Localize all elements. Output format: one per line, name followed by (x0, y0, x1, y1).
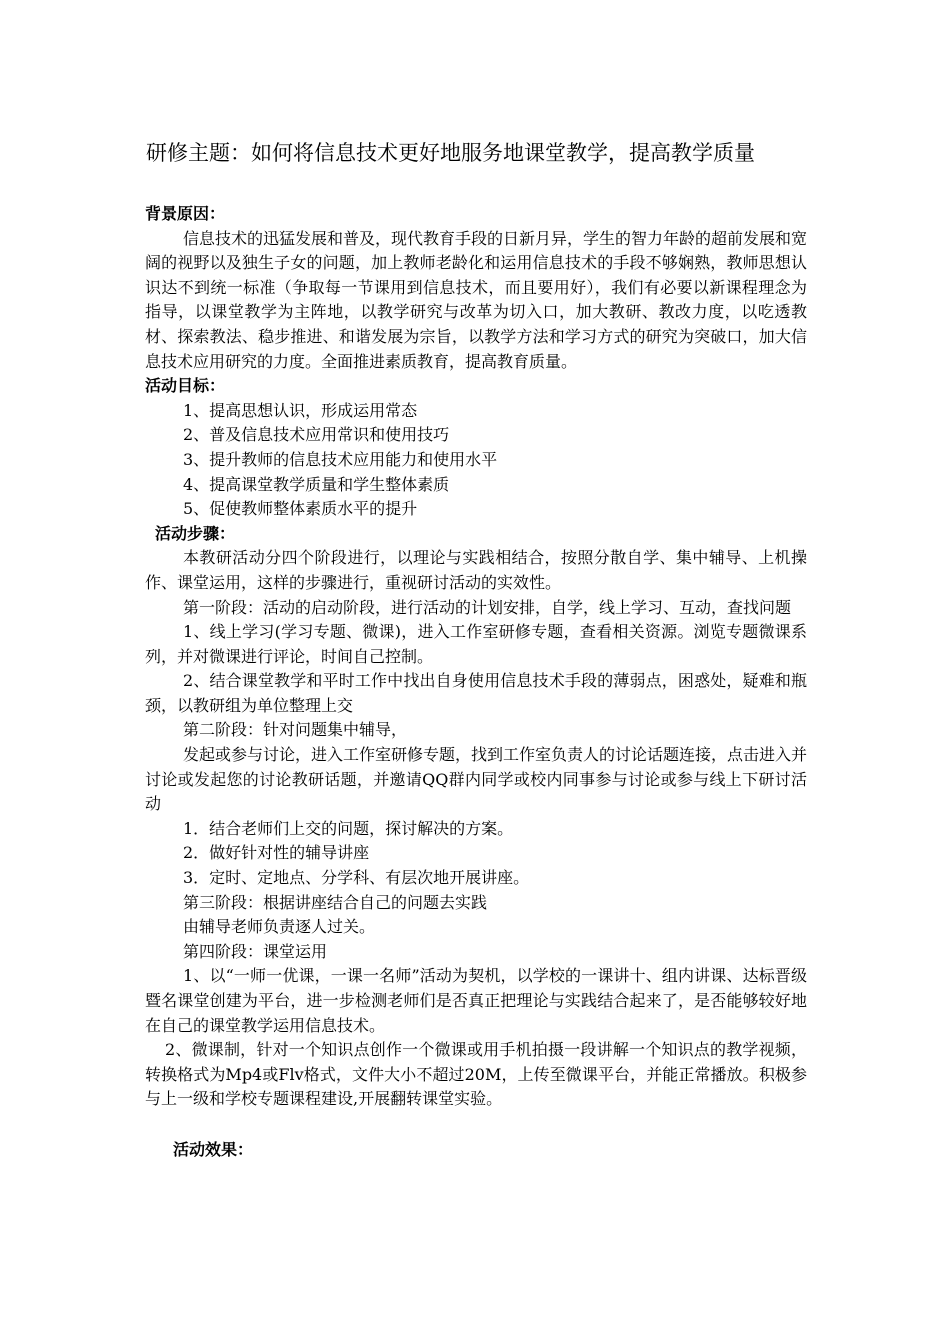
steps-intro: 本教研活动分四个阶段进行，以理论与实践相结合，按照分散自学、集中辅导、上机操作、课堂运用，这样的步骤进行，重视研讨活动的实效性。 (145, 548, 807, 592)
goal-item: 4、提高课堂教学质量和学生整体素质 (183, 474, 450, 494)
stage4-item: 1、以“一师一优课，一课一名师”活动为契机，以学校的一课讲十、组内讲课、达标晋级暨名课堂创建为平台，进一步检测老师们是否真正把理论与实践结合起来了，是否能够较好地在自己的课堂教学运用信息技术。 (145, 966, 807, 1035)
stage2-paragraph: 发起或参与讨论，进入工作室研修专题，找到工作室负责人的讨论话题连接，点击进入并讨论或发起您的讨论教研话题，并邀请QQ群内同学或校内同事参与讨论或参与线上下研讨活动 (145, 745, 808, 814)
stage3-heading: 第三阶段：根据讲座结合自己的问题去实践 (183, 892, 488, 912)
stage1-heading: 第一阶段：活动的启动阶段，进行活动的计划安排，自学，线上学习、互动，查找问题 (183, 597, 792, 617)
goal-item: 2、普及信息技术应用常识和使用技巧 (183, 425, 450, 445)
stage1-item: 2、结合课堂教学和平时工作中找出自身使用信息技术手段的薄弱点，困惑处，疑难和瓶颈，以教研组为单位整理上交 (145, 671, 807, 715)
stage1-item: 1、线上学习(学习专题、微课)，进入工作室研修专题，查看相关资源。浏览专题微课系列，并对微课进行评论，时间自己控制。 (145, 622, 807, 666)
stage2-item: 3．定时、定地点、分学科、有层次地开展讲座。 (183, 868, 530, 888)
goal-item: 1、提高思想认识，形成运用常态 (183, 400, 418, 420)
stage4-heading: 第四阶段：课堂运用 (183, 941, 328, 961)
background-paragraph: 信息技术的迅猛发展和普及，现代教育手段的日新月异，学生的智力年龄的超前发展和宽阔的视野以及独生子女的问题，加上教师老龄化和运用信息技术的手段不够娴熟，教师思想认识达不到统一标准（争取每一节课用到信息技术，而且要用好），我们有必要以新课程理念为指导，以课堂教学为主阵地，以教学研究与改革为切入口，加大教研、教改力度，以吃透教材、探索教法、稳步推进、和谐发展为宗旨，以教学方法和学习方式的研究为突破口，加大信息技术应用研究的力度。全面推进素质教育，提高教育质量。 (145, 228, 808, 371)
document-title: 研修主题：如何将信息技术更好地服务地课堂教学，提高教学质量 (146, 141, 755, 165)
stage4-item: 2、微课制，针对一个知识点创作一个微课或用手机拍摄一段讲解一个知识点的教学视频，转换格式为Mp4或Flv格式，文件大小不超过20M，上传至微课平台，并能正常播放。积极参与上一级和学校专题课程建设,开展翻转课堂实验。 (145, 1040, 807, 1109)
goal-item: 3、提升教师的信息技术应用能力和使用水平 (183, 449, 498, 469)
stage2-heading: 第二阶段：针对问题集中辅导， (183, 720, 408, 740)
stage3-paragraph: 由辅导老师负责逐人过关。 (183, 917, 376, 937)
document-body (145, 202, 807, 1163)
goal-item: 5、促使教师整体素质水平的提升 (183, 499, 418, 519)
stage2-item: 2．做好针对性的辅导讲座 (183, 843, 370, 863)
background-heading: 背景原因： (145, 204, 226, 223)
stage2-item: 1．结合老师们上交的问题，探讨解决的方案。 (183, 818, 514, 838)
effect-heading: 活动效果： (173, 1139, 254, 1159)
steps-heading: 活动步骤： (155, 523, 236, 543)
goals-heading: 活动目标： (145, 376, 226, 396)
